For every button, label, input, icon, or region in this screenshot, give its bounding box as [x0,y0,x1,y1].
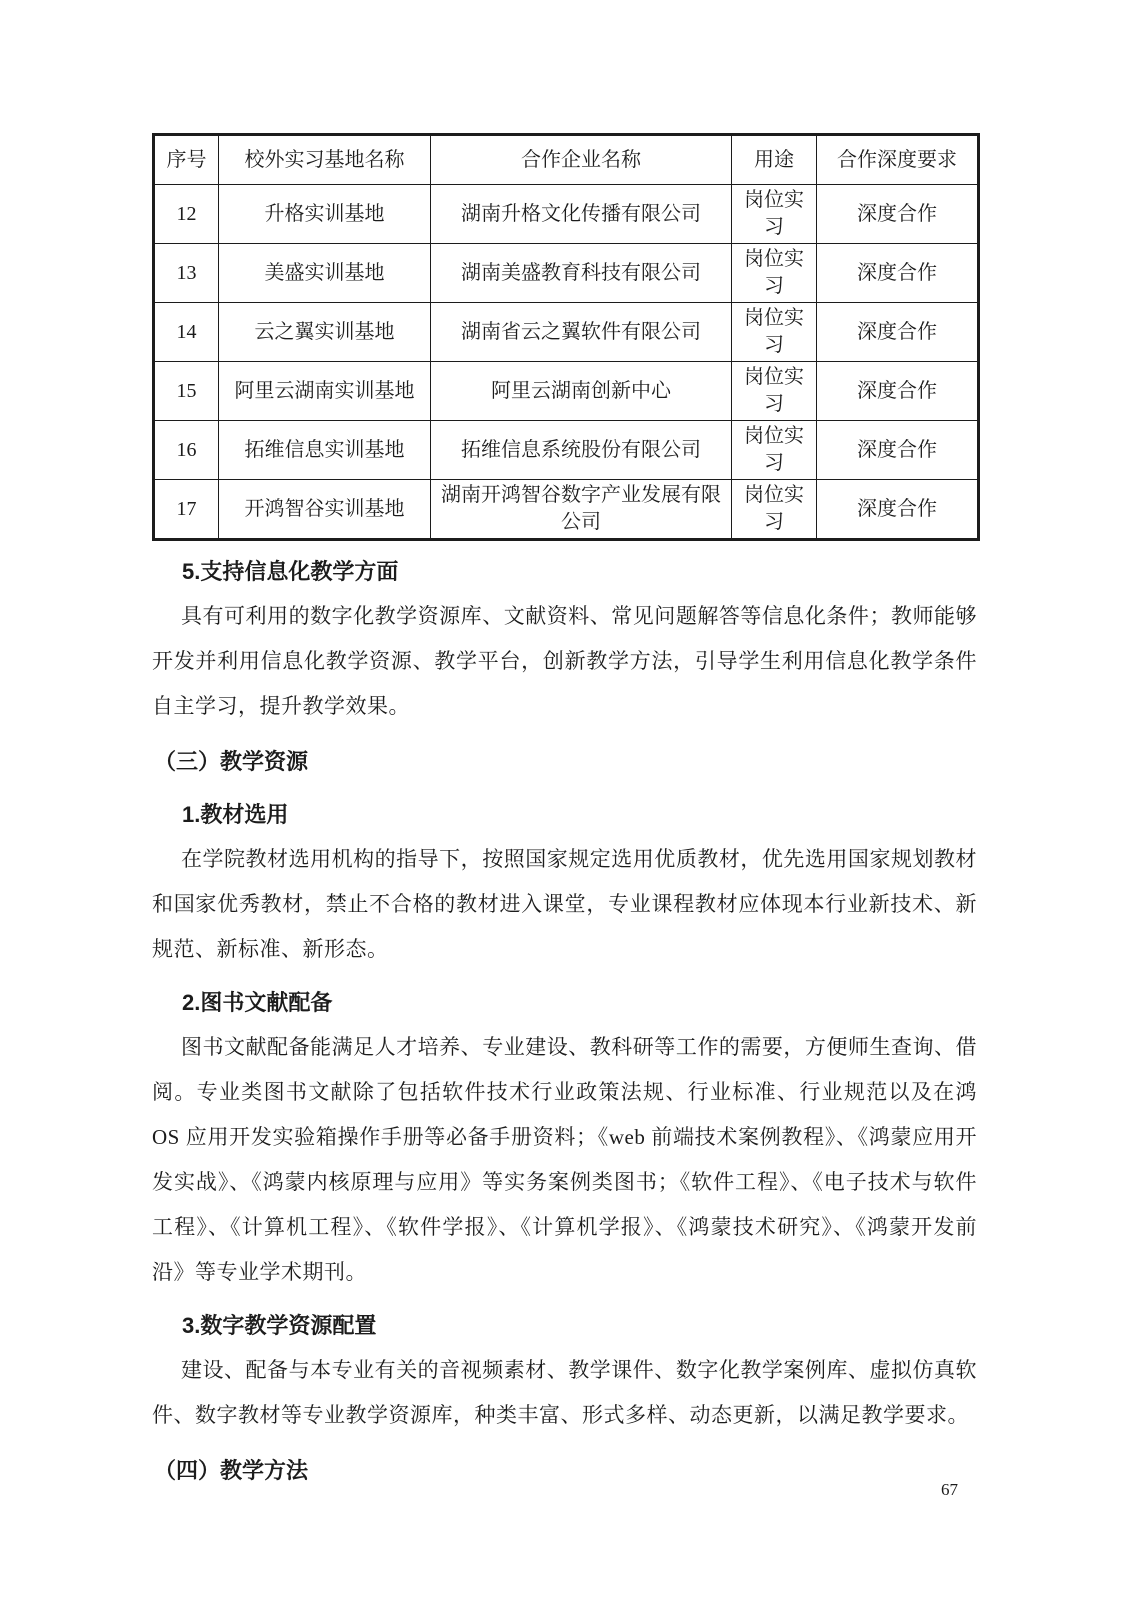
cell-base-name: 阿里云湖南实训基地 [219,362,431,421]
cell-usage: 岗位实习 [732,185,817,244]
cell-usage: 岗位实习 [732,362,817,421]
table-row [154,421,979,480]
cell-index: 16 [154,421,219,480]
cell-index: 17 [154,480,219,540]
document-content [152,133,977,1493]
heading-section-4-teaching-methods: （四）教学方法 [154,1458,309,1483]
table-row [154,480,979,540]
table-row [154,244,979,303]
cell-index: 13 [154,244,219,303]
cell-usage: 岗位实习 [732,480,817,540]
table-header-row [154,135,979,185]
table-row [154,303,979,362]
header-cell-base-name: 校外实习基地名称 [219,135,431,185]
cell-index: 15 [154,362,219,421]
cell-company-name: 湖南升格文化传播有限公司 [431,185,732,244]
heading-textbook-selection: 1.教材选用 [182,802,289,827]
table-row [154,185,979,244]
heading-library-documents: 2.图书文献配备 [182,990,333,1015]
cell-depth: 深度合作 [817,244,979,303]
header-cell-index: 序号 [154,135,219,185]
cell-usage: 岗位实习 [732,421,817,480]
paragraph-info-teaching: 具有可利用的数字化教学资源库、文献资料、常见问题解答等信息化条件；教师能够开发并利用信息化教学资源、教学平台，创新教学方法，引导学生利用信息化教学条件自主学习，提升教学效果。 [152,604,977,718]
cell-company-name: 阿里云湖南创新中心 [431,362,732,421]
cell-usage: 岗位实习 [732,303,817,362]
cell-usage: 岗位实习 [732,244,817,303]
heading-digital-resources: 3.数字教学资源配置 [182,1313,377,1338]
cell-company-name: 湖南开鸿智谷数字产业发展有限公司 [431,480,732,540]
cell-base-name: 升格实训基地 [219,185,431,244]
table-row [154,362,979,421]
header-cell-depth: 合作深度要求 [817,135,979,185]
cell-base-name: 美盛实训基地 [219,244,431,303]
cell-base-name: 云之翼实训基地 [219,303,431,362]
cell-index: 12 [154,185,219,244]
heading-info-teaching: 5.支持信息化教学方面 [182,559,399,584]
cell-depth: 深度合作 [817,303,979,362]
paragraph-textbook-selection: 在学院教材选用机构的指导下，按照国家规定选用优质教材，优先选用国家规划教材和国家优秀教材，禁止不合格的教材进入课堂，专业课程教材应体现本行业新技术、新规范、新标准、新形态。 [152,847,977,961]
cell-index: 14 [154,303,219,362]
cell-depth: 深度合作 [817,185,979,244]
cell-base-name: 开鸿智谷实训基地 [219,480,431,540]
cell-company-name: 湖南省云之翼软件有限公司 [431,303,732,362]
page-number: 67 [941,1480,958,1499]
header-cell-company-name: 合作企业名称 [431,135,732,185]
header-cell-usage: 用途 [732,135,817,185]
paragraph-library-documents: 图书文献配备能满足人才培养、专业建设、教科研等工作的需要，方便师生查询、借阅。专业类图书文献除了包括软件技术行业政策法规、行业标准、行业规范以及在鸿 OS 应用开发实验箱操作手册等必备手册资料；《web 前端技术案例教程》、《鸿蒙应用开发实战》、《鸿蒙内核原理与应用》等实务案例类图书；《软件工程》、《电子技术与软件工程》、《计算机工程》、《软件学报》、《计算机学报》、《鸿蒙技术研究》、《鸿蒙开发前沿》等专业学术期刊。 [152,1035,977,1284]
cell-company-name: 湖南美盛教育科技有限公司 [431,244,732,303]
cell-base-name: 拓维信息实训基地 [219,421,431,480]
cell-company-name: 拓维信息系统股份有限公司 [431,421,732,480]
practice-base-table [152,133,980,541]
cell-depth: 深度合作 [817,421,979,480]
paragraph-digital-resources: 建设、配备与本专业有关的音视频素材、教学课件、数字化教学案例库、虚拟仿真软件、数字教材等专业教学资源库，种类丰富、形式多样、动态更新，以满足教学要求。 [152,1358,977,1427]
heading-section-3-teaching-resources: （三）教学资源 [154,749,309,774]
cell-depth: 深度合作 [817,362,979,421]
cell-depth: 深度合作 [817,480,979,540]
